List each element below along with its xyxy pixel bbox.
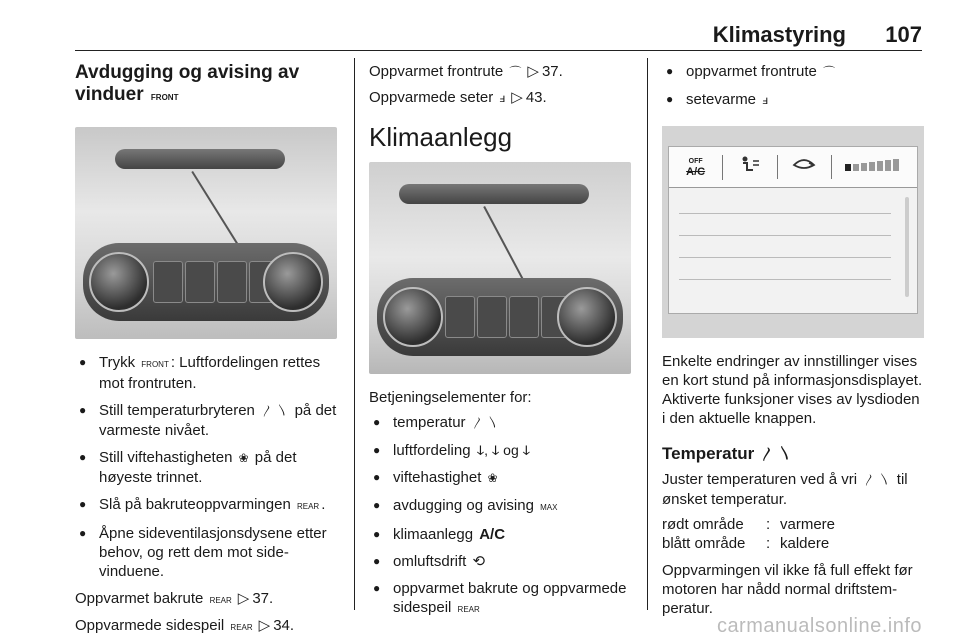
- column-divider-1: [354, 58, 355, 610]
- column-3: [662, 62, 924, 624]
- display-gridline: [679, 279, 891, 280]
- controls-list-continued: [662, 62, 924, 110]
- display-gridline: [679, 257, 891, 258]
- section-heading-temperature: Temperatur 〳 〵: [662, 444, 793, 463]
- temperature-knob: [89, 252, 149, 312]
- list-item: ● klimaanlegg A/C: [369, 525, 633, 544]
- display-status-bar: [669, 147, 917, 188]
- controls-list: [369, 413, 633, 619]
- climate-panel-closeup: [377, 278, 623, 356]
- upper-control-strip: [115, 149, 285, 169]
- ac-icon: A/C: [479, 526, 506, 543]
- heated-seat-icon: ⅎ: [499, 91, 506, 105]
- front-defrost-icon: FRONT: [141, 360, 169, 369]
- temperature-icon: 〳 〵: [261, 404, 289, 418]
- recirculation-icon: [778, 155, 832, 179]
- reference-arrow-icon: ▷: [527, 63, 539, 80]
- display-gridline: [679, 235, 891, 236]
- defog-steps-list: [75, 353, 343, 581]
- max-defrost-icon: MAX: [540, 503, 558, 512]
- upper-control-strip: [399, 184, 589, 204]
- cross-reference-rear-window: Oppvarmet bakrute REAR ▷ 37.: [75, 589, 343, 610]
- temperature-icon: 〳 〵: [471, 416, 500, 430]
- temperature-icon: 〳 〵: [760, 446, 793, 462]
- display-gridline: [679, 213, 891, 214]
- cross-reference-mirrors: Oppvarmede sidespeil REAR ▷ 34.: [75, 616, 343, 637]
- panel-button: [185, 261, 215, 303]
- climate-panel-closeup: [83, 243, 329, 321]
- reference-arrow-icon: ▷: [258, 617, 271, 634]
- panel-button: [509, 296, 539, 338]
- list-item: ● oppvarmet frontrute ⌒: [662, 62, 924, 82]
- air-distribution-icon: [723, 155, 777, 179]
- display-description: Enkelte endringer av innstillinger vises en kort stund på informasjonsdisplayet. Aktiverte funksjoner vises av lysdioden i den aktuelle knappen.: [662, 353, 923, 427]
- list-item: ● oppvarmet bakrute og oppvarmede sidespeil REAR: [369, 579, 633, 619]
- column-divider-2: [647, 58, 648, 610]
- column-1: [75, 62, 343, 643]
- fan-knob: [557, 287, 617, 347]
- cross-reference-seats: Oppvarmede seter ⅎ ▷ 43.: [369, 89, 547, 106]
- temperature-range-table: [662, 515, 924, 553]
- fan-knob: [263, 252, 323, 312]
- fan-icon: ❀: [487, 471, 498, 485]
- climate-panel-photo: [75, 127, 337, 339]
- heating-note: Oppvarmingen vil ikke få full effekt før motoren har nådd normal driftstemperatur.: [662, 562, 913, 617]
- list-item: ● omluftsdrift ⟲: [369, 552, 633, 571]
- panel-button: [217, 261, 247, 303]
- section-heading-climate: Klimaanlegg: [369, 122, 513, 152]
- list-item: ● Still viftehastigheten ❀ på det høyeste trinnet.: [75, 448, 343, 487]
- heated-seat-icon: ⅎ: [762, 93, 769, 107]
- info-display-screen: [668, 146, 918, 314]
- page-number: 107: [885, 22, 922, 47]
- rear-defrost-icon: REAR: [296, 502, 320, 511]
- list-item: ● luftfordeling ↆ, ↆ og ↆ: [369, 441, 633, 460]
- heated-windscreen-icon: ⌒: [823, 65, 836, 79]
- header-rule: [75, 50, 922, 51]
- panel-button: [445, 296, 475, 338]
- temperature-knob: [383, 287, 443, 347]
- list-item: ● Trykk FRONT : Luftfordelingen rettes mot frontruten.: [75, 353, 343, 393]
- recirculation-icon: ⟲: [472, 553, 486, 570]
- display-scrollbar: [905, 197, 909, 297]
- table-row: rødt område : varmere: [662, 516, 836, 533]
- list-item: ● Slå på bakruteoppvarmingen REAR .: [75, 495, 343, 516]
- page-header-title: Klimastyring: [712, 22, 846, 47]
- section-heading-defog: Avdugging og avising av vinduer FRONT: [75, 62, 343, 109]
- rear-defrost-icon: REAR: [230, 623, 253, 632]
- air-distribution-icon: ↆ, ↆ og ↆ: [476, 442, 531, 458]
- cross-reference-windscreen: Oppvarmet frontrute ⌒ ▷ 37.: [369, 63, 563, 80]
- info-display-illustration: [662, 126, 924, 338]
- list-item: ● Still temperaturbryteren 〳 〵 på det varmeste nivået.: [75, 401, 343, 440]
- ac-off-indicator: OFF A/C: [669, 155, 723, 180]
- panel-button: [477, 296, 507, 338]
- list-item: ● temperatur 〳 〵: [369, 413, 633, 433]
- list-item: ● viftehastighet ❀: [369, 468, 633, 488]
- table-row: blått område : kaldere: [662, 535, 830, 552]
- heated-windscreen-icon: ⌒: [509, 65, 522, 79]
- list-item: ● setevarme ⅎ: [662, 90, 924, 110]
- panel-button: [153, 261, 183, 303]
- front-defrost-icon: FRONT: [150, 93, 179, 102]
- temperature-icon: 〳 〵: [863, 473, 891, 487]
- column-2: [369, 62, 633, 627]
- list-item: ● Åpne sideventilasjonsdysene etter behov, og rett dem mot sidevinduene.: [75, 524, 343, 581]
- reference-arrow-icon: ▷: [237, 590, 250, 607]
- fan-icon: ❀: [238, 451, 249, 465]
- rear-defrost-icon: REAR: [209, 596, 232, 605]
- reference-arrow-icon: ▷: [511, 89, 523, 106]
- rear-defrost-icon: REAR: [457, 605, 480, 614]
- temperature-instruction: Juster temperaturen ved å vri 〳 〵 til ønsket temperatur.: [662, 471, 908, 508]
- climate-control-photo: [369, 162, 631, 374]
- list-item: ● avdugging og avising MAX: [369, 496, 633, 517]
- fan-level-indicator: [832, 155, 917, 179]
- controls-intro: Betjeningselementer for:: [369, 389, 532, 406]
- watermark: carmanualsonline.info: [716, 615, 922, 637]
